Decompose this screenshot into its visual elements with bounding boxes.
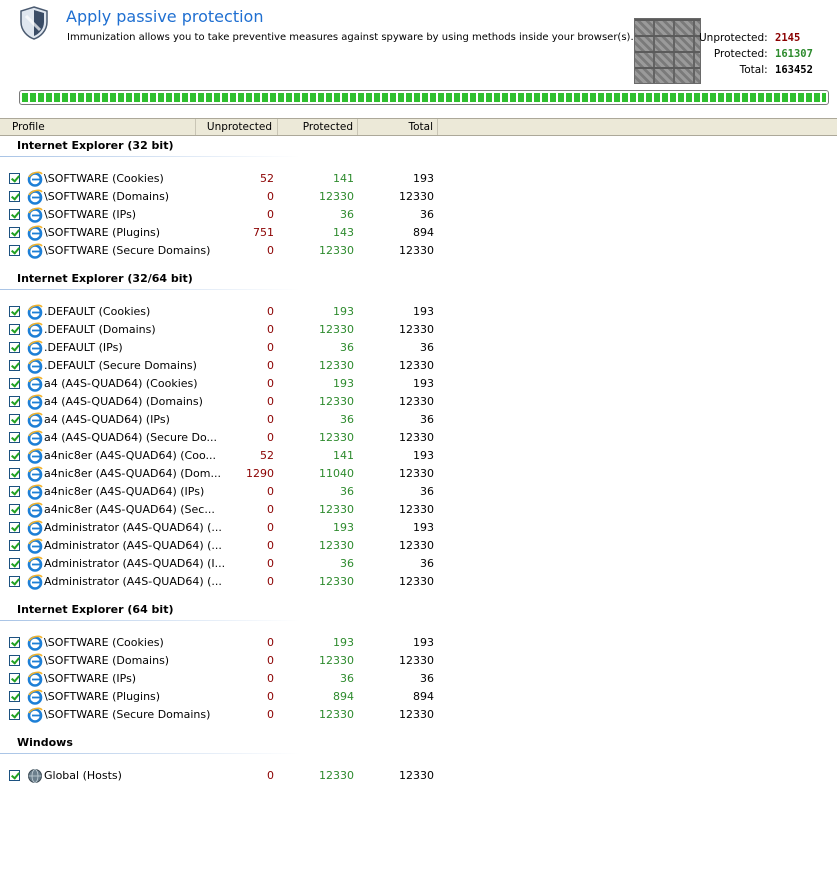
profile-name: \SOFTWARE (Secure Domains) <box>44 244 211 257</box>
stat-protected-label: Protected: <box>713 48 768 60</box>
unprotected-count: 0 <box>267 654 274 667</box>
ie-icon <box>27 412 43 428</box>
unprotected-count: 0 <box>267 690 274 703</box>
profile-name: \SOFTWARE (Cookies) <box>44 636 164 649</box>
list-item[interactable] <box>0 411 440 429</box>
checkbox[interactable] <box>9 306 20 317</box>
checkbox[interactable] <box>9 540 20 551</box>
unprotected-count: 0 <box>267 359 274 372</box>
total-count: 36 <box>420 413 434 426</box>
protected-count: 12330 <box>319 708 354 721</box>
profile-name: \SOFTWARE (Cookies) <box>44 172 164 185</box>
total-count: 12330 <box>399 539 434 552</box>
total-count: 193 <box>413 521 434 534</box>
unprotected-count: 1290 <box>246 467 274 480</box>
list-item[interactable] <box>0 501 440 519</box>
globe-icon <box>27 768 43 784</box>
protected-count: 12330 <box>319 769 354 782</box>
unprotected-count: 0 <box>267 323 274 336</box>
total-count: 36 <box>420 672 434 685</box>
total-count: 12330 <box>399 244 434 257</box>
list-item[interactable] <box>0 537 440 555</box>
total-count: 36 <box>420 557 434 570</box>
total-count: 12330 <box>399 395 434 408</box>
protected-count: 193 <box>333 521 354 534</box>
protected-count: 894 <box>333 690 354 703</box>
ie-icon <box>27 538 43 554</box>
profile-name: \SOFTWARE (Plugins) <box>44 690 161 703</box>
list-item[interactable] <box>0 519 440 537</box>
checkbox[interactable] <box>9 558 20 569</box>
total-count: 193 <box>413 449 434 462</box>
checkbox[interactable] <box>9 468 20 479</box>
profile-name: .DEFAULT (Secure Domains) <box>44 359 197 372</box>
unprotected-count: 0 <box>267 769 274 782</box>
list-item[interactable] <box>0 170 440 188</box>
ie-icon <box>27 707 43 723</box>
stat-unprotected-label: Unprotected: <box>699 32 768 44</box>
group-divider <box>0 753 300 754</box>
profile-name: \SOFTWARE (IPs) <box>44 208 137 221</box>
profile-name: a4nic8er (A4S-QUAD64) (IPs) <box>44 485 205 498</box>
total-count: 12330 <box>399 359 434 372</box>
group-divider <box>0 289 300 290</box>
list-item[interactable] <box>0 465 440 483</box>
list-item[interactable] <box>0 670 440 688</box>
checkbox[interactable] <box>9 673 20 684</box>
profile-name: \SOFTWARE (IPs) <box>44 672 137 685</box>
list-item[interactable] <box>0 555 440 573</box>
ie-icon <box>27 358 43 374</box>
protected-count: 143 <box>333 226 354 239</box>
protected-count: 12330 <box>319 654 354 667</box>
total-count: 12330 <box>399 575 434 588</box>
protected-count: 36 <box>340 208 354 221</box>
unprotected-count: 0 <box>267 575 274 588</box>
protected-count: 141 <box>333 449 354 462</box>
total-count: 12330 <box>399 467 434 480</box>
protected-count: 193 <box>333 377 354 390</box>
total-count: 36 <box>420 341 434 354</box>
list-item[interactable] <box>0 242 440 260</box>
unprotected-count: 0 <box>267 341 274 354</box>
list-item[interactable] <box>0 483 440 501</box>
unprotected-count: 751 <box>253 226 274 239</box>
list-item[interactable] <box>0 634 440 652</box>
total-count: 894 <box>413 226 434 239</box>
list-item[interactable] <box>0 393 440 411</box>
group-divider <box>0 156 300 157</box>
total-count: 12330 <box>399 503 434 516</box>
stat-total-label: Total: <box>739 64 768 76</box>
ie-icon <box>27 520 43 536</box>
protected-count: 12330 <box>319 244 354 257</box>
ie-icon <box>27 394 43 410</box>
list-item[interactable] <box>0 429 440 447</box>
stat-protected-value: 161307 <box>775 48 813 60</box>
group-divider <box>0 620 300 621</box>
ie-icon <box>27 340 43 356</box>
profile-name: \SOFTWARE (Secure Domains) <box>44 708 211 721</box>
page-subtitle: Immunization allows you to take preventive measures against spyware by using methods inside your browser(s). <box>67 32 634 43</box>
unprotected-count: 0 <box>267 521 274 534</box>
list-item[interactable] <box>0 357 440 375</box>
checkbox[interactable] <box>9 360 20 371</box>
profile-name: \SOFTWARE (Domains) <box>44 190 170 203</box>
unprotected-count: 0 <box>267 190 274 203</box>
unprotected-count: 0 <box>267 485 274 498</box>
protected-count: 36 <box>340 672 354 685</box>
unprotected-count: 0 <box>267 539 274 552</box>
ie-icon <box>27 653 43 669</box>
total-count: 12330 <box>399 431 434 444</box>
checkbox[interactable] <box>9 342 20 353</box>
list-item[interactable] <box>0 206 440 224</box>
protected-count: 12330 <box>319 395 354 408</box>
ie-icon <box>27 225 43 241</box>
protected-count: 36 <box>340 341 354 354</box>
list-item[interactable] <box>0 188 440 206</box>
ie-icon <box>27 635 43 651</box>
checkbox[interactable] <box>9 486 20 497</box>
profile-name: Administrator (A4S-QUAD64) (... <box>44 539 222 552</box>
group-header: Windows <box>17 736 73 749</box>
checkbox[interactable] <box>9 209 20 220</box>
total-count: 193 <box>413 172 434 185</box>
progress-bar <box>19 90 829 105</box>
unprotected-count: 0 <box>267 503 274 516</box>
page-title: Apply passive protection <box>66 7 264 26</box>
profile-name: a4 (A4S-QUAD64) (IPs) <box>44 413 170 426</box>
list-item[interactable] <box>0 573 440 591</box>
list-item[interactable] <box>0 688 440 706</box>
list-item[interactable] <box>0 303 440 321</box>
stat-total-value: 163452 <box>775 64 813 76</box>
ie-icon <box>27 689 43 705</box>
checkbox[interactable] <box>9 504 20 515</box>
ie-icon <box>27 430 43 446</box>
group-header: Internet Explorer (32 bit) <box>17 139 174 152</box>
unprotected-count: 0 <box>267 208 274 221</box>
profile-name: Administrator (A4S-QUAD64) (I... <box>44 557 226 570</box>
checkbox[interactable] <box>9 245 20 256</box>
total-count: 12330 <box>399 323 434 336</box>
list-item[interactable] <box>0 321 440 339</box>
profile-name: a4nic8er (A4S-QUAD64) (Dom... <box>44 467 221 480</box>
column-header-profile[interactable]: Profile <box>0 119 196 135</box>
profile-name: Global (Hosts) <box>44 769 122 782</box>
protected-count: 11040 <box>319 467 354 480</box>
checkbox[interactable] <box>9 709 20 720</box>
ie-icon <box>27 556 43 572</box>
total-count: 12330 <box>399 769 434 782</box>
total-count: 36 <box>420 485 434 498</box>
total-count: 193 <box>413 305 434 318</box>
stat-unprotected <box>657 32 817 44</box>
profile-name: a4 (A4S-QUAD64) (Secure Do... <box>44 431 217 444</box>
ie-icon <box>27 189 43 205</box>
protected-count: 36 <box>340 413 354 426</box>
protected-count: 12330 <box>319 575 354 588</box>
profile-name: a4 (A4S-QUAD64) (Cookies) <box>44 377 198 390</box>
checkbox[interactable] <box>9 691 20 702</box>
protected-count: 36 <box>340 557 354 570</box>
profile-name: \SOFTWARE (Domains) <box>44 654 170 667</box>
group-header: Internet Explorer (64 bit) <box>17 603 174 616</box>
checkbox[interactable] <box>9 450 20 461</box>
total-count: 12330 <box>399 708 434 721</box>
ie-icon <box>27 466 43 482</box>
profile-name: .DEFAULT (Domains) <box>44 323 156 336</box>
list-item[interactable] <box>0 767 440 785</box>
list-column-header <box>0 118 837 136</box>
ie-icon <box>27 671 43 687</box>
column-header-unprotected[interactable]: Unprotected <box>196 119 278 135</box>
ie-icon <box>27 502 43 518</box>
checkbox[interactable] <box>9 576 20 587</box>
list-item[interactable] <box>0 339 440 357</box>
header-panel <box>0 0 837 118</box>
column-header-total[interactable]: Total <box>358 119 438 135</box>
checkbox[interactable] <box>9 191 20 202</box>
unprotected-count: 0 <box>267 395 274 408</box>
profile-name: a4nic8er (A4S-QUAD64) (Coo... <box>44 449 216 462</box>
column-header-protected[interactable]: Protected <box>278 119 358 135</box>
group-header: Internet Explorer (32/64 bit) <box>17 272 193 285</box>
unprotected-count: 0 <box>267 672 274 685</box>
list-item[interactable] <box>0 652 440 670</box>
profile-name: a4 (A4S-QUAD64) (Domains) <box>44 395 203 408</box>
profile-name: .DEFAULT (Cookies) <box>44 305 151 318</box>
progress-bar-fill <box>22 93 826 102</box>
unprotected-count: 0 <box>267 431 274 444</box>
total-count: 12330 <box>399 190 434 203</box>
ie-icon <box>27 574 43 590</box>
checkbox[interactable] <box>9 770 20 781</box>
protected-count: 12330 <box>319 431 354 444</box>
checkbox[interactable] <box>9 432 20 443</box>
unprotected-count: 52 <box>260 172 274 185</box>
ie-icon <box>27 448 43 464</box>
ie-icon <box>27 304 43 320</box>
protected-count: 141 <box>333 172 354 185</box>
total-count: 36 <box>420 208 434 221</box>
unprotected-count: 0 <box>267 377 274 390</box>
profile-name: .DEFAULT (IPs) <box>44 341 123 354</box>
checkbox[interactable] <box>9 655 20 666</box>
unprotected-count: 0 <box>267 557 274 570</box>
unprotected-count: 0 <box>267 305 274 318</box>
profile-list <box>0 136 837 874</box>
protected-count: 193 <box>333 636 354 649</box>
profile-name: a4nic8er (A4S-QUAD64) (Sec... <box>44 503 215 516</box>
unprotected-count: 0 <box>267 708 274 721</box>
protected-count: 12330 <box>319 190 354 203</box>
total-count: 12330 <box>399 654 434 667</box>
protected-count: 193 <box>333 305 354 318</box>
ie-icon <box>27 484 43 500</box>
checkbox[interactable] <box>9 637 20 648</box>
stat-protected <box>657 48 817 60</box>
protected-count: 36 <box>340 485 354 498</box>
shield-icon <box>20 6 48 40</box>
checkbox[interactable] <box>9 227 20 238</box>
ie-icon <box>27 322 43 338</box>
unprotected-count: 0 <box>267 244 274 257</box>
checkbox[interactable] <box>9 173 20 184</box>
profile-name: Administrator (A4S-QUAD64) (... <box>44 521 222 534</box>
ie-icon <box>27 171 43 187</box>
checkbox[interactable] <box>9 396 20 407</box>
protected-count: 12330 <box>319 503 354 516</box>
ie-icon <box>27 207 43 223</box>
list-item[interactable] <box>0 447 440 465</box>
list-item[interactable] <box>0 706 440 724</box>
profile-name: Administrator (A4S-QUAD64) (... <box>44 575 222 588</box>
checkbox[interactable] <box>9 324 20 335</box>
total-count: 193 <box>413 377 434 390</box>
checkbox[interactable] <box>9 522 20 533</box>
ie-icon <box>27 243 43 259</box>
stat-unprotected-value: 2145 <box>775 32 801 44</box>
unprotected-count: 52 <box>260 449 274 462</box>
profile-name: \SOFTWARE (Plugins) <box>44 226 161 239</box>
total-count: 894 <box>413 690 434 703</box>
protected-count: 12330 <box>319 539 354 552</box>
unprotected-count: 0 <box>267 636 274 649</box>
checkbox[interactable] <box>9 378 20 389</box>
checkbox[interactable] <box>9 414 20 425</box>
list-item[interactable] <box>0 375 440 393</box>
protected-count: 12330 <box>319 323 354 336</box>
unprotected-count: 0 <box>267 413 274 426</box>
ie-icon <box>27 376 43 392</box>
stat-total <box>657 64 817 76</box>
protected-count: 12330 <box>319 359 354 372</box>
list-item[interactable] <box>0 224 440 242</box>
total-count: 193 <box>413 636 434 649</box>
